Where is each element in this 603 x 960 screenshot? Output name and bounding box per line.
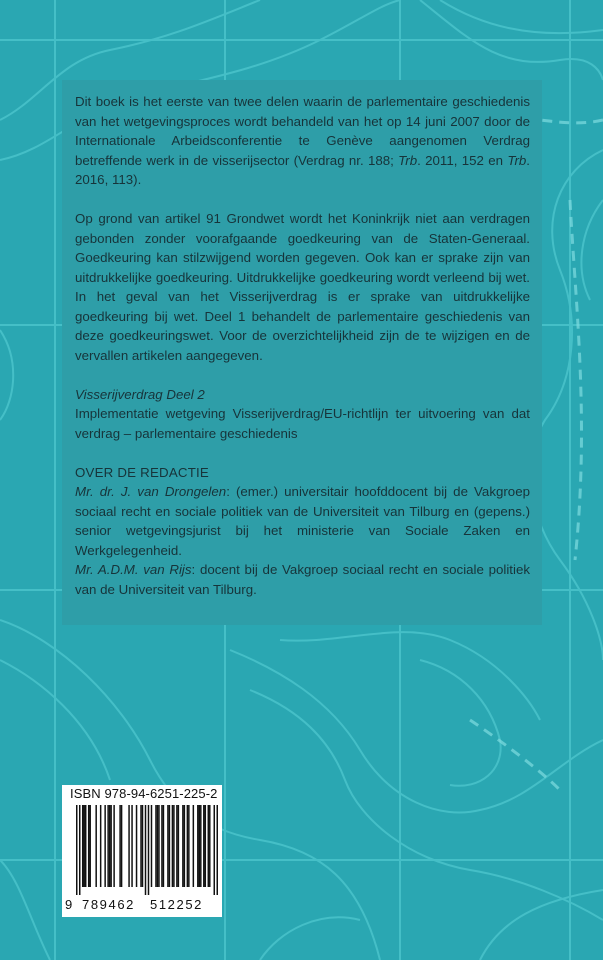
barcode-bar xyxy=(205,805,206,887)
barcode-bar xyxy=(85,805,86,887)
barcode-bar xyxy=(148,805,149,895)
related-description: Implementatie wetgeving Visserijverdrag/EU-richtlijn ter uitvoering van dat verdrag – parlementaire geschiedenis xyxy=(75,406,530,441)
barcode-bar xyxy=(76,805,77,895)
barcode-bar xyxy=(182,805,183,887)
related-title-text: Visserijverdrag Deel 2 xyxy=(75,386,205,402)
barcode-bar xyxy=(82,805,83,887)
barcode-bar xyxy=(142,805,143,887)
barcode-bar xyxy=(214,805,215,895)
intro-text-3: . 2016, 113). xyxy=(75,152,530,187)
editors-heading: OVER DE REDACTIE xyxy=(75,464,209,480)
barcode-bar xyxy=(173,805,174,887)
barcode-bar xyxy=(88,805,89,887)
barcode-bar xyxy=(100,805,101,887)
barcode-bar xyxy=(89,805,90,887)
related-title xyxy=(75,385,530,405)
barcode-bar xyxy=(217,805,218,895)
barcode-bar xyxy=(208,805,209,887)
barcode-bar xyxy=(136,805,137,887)
barcode-bar xyxy=(169,805,170,887)
barcode-bar xyxy=(157,805,158,887)
barcode-bar xyxy=(119,805,120,887)
barcode-bar xyxy=(109,805,110,887)
barcode-bar xyxy=(145,805,146,895)
barcode-bar xyxy=(200,805,201,887)
barcode-bar xyxy=(187,805,188,887)
barcode-bar xyxy=(161,805,162,887)
barcode-bar xyxy=(155,805,156,887)
barcode-bar xyxy=(197,805,198,887)
barcode-bar xyxy=(83,805,84,887)
editor-2-bio: : docent bij de Vakgroep sociaal recht en sociale politiek van de Universiteit van Tilburg. xyxy=(75,562,530,597)
barcode-bar xyxy=(131,805,132,887)
editor-1-bio: : (emer.) universitair hoofddocent bij de Vakgroep sociaal recht en sociale politiek van de Universiteit van Tilburg en (gepens.) senior wetgevingsjurist bij het ministerie van Sociale Zaken en Werkgelegenheid. xyxy=(75,484,530,558)
intro-trb-1: Trb xyxy=(398,152,418,168)
isbn-label: ISBN 978-94-6251-225-2 xyxy=(70,786,218,801)
barcode-bar xyxy=(79,805,80,895)
barcode-bar xyxy=(193,805,194,887)
barcode-bar xyxy=(140,805,141,887)
barcode-bar xyxy=(121,805,122,887)
barcode-bar xyxy=(163,805,164,887)
barcode-bar xyxy=(176,805,177,887)
ean-first-digit: 9 xyxy=(65,897,73,912)
barcode-bar xyxy=(151,805,152,887)
isbn-barcode xyxy=(62,785,222,917)
editor-1 xyxy=(75,482,530,560)
barcode-bar xyxy=(188,805,189,887)
barcode-bar xyxy=(209,805,210,887)
barcode-bar xyxy=(184,805,185,887)
editor-2 xyxy=(75,560,530,599)
barcode-bar xyxy=(113,805,114,887)
intro-paragraph xyxy=(75,92,530,190)
body-paragraph: Op grond van artikel 91 Grondwet wordt het Koninkrijk niet aan verdragen gebonden zonder voorafgaande goedkeuring van de Staten-Generaal. Goedkeuring kan stilzwijgend worden gegeven. Ook kan er sprake zijn van uitdrukkelijke goedkeuring. Uitdrukkelijke goedkeuring wordt verleend bij wet. In het geval van het Visserijverdrag is er sprake van uitdrukkelijke goedkeuring bij wet. Deel 1 behandelt de parlementaire geschiedenis van deze goedkeuringswet. Voor de overzichtelijkheid zijn de te wijzigen en de vervallen artikelen aangegeven. xyxy=(75,211,530,363)
barcode-bar xyxy=(128,805,129,887)
back-cover-text xyxy=(75,92,530,599)
ean-left-group: 789462 xyxy=(82,897,135,912)
barcode-bar xyxy=(199,805,200,887)
intro-text-1: Dit boek is het eerste van twee delen waarin de parlementaire geschiedenis van het wetgevingsproces wordt behandeld van het op 14 juni 2007 door de Internationale Arbeidsconferentie te Genève aangenomen Verdrag betreffende werk in de visserijsector (Verdrag nr. 188; xyxy=(75,94,530,168)
barcode-bar xyxy=(158,805,159,887)
barcode-bar xyxy=(107,805,108,887)
ean-right-group: 512252 xyxy=(150,897,203,912)
barcode-bars xyxy=(76,805,218,895)
editor-1-name: Mr. dr. J. van Drongelen xyxy=(75,484,227,499)
barcode-bar xyxy=(110,805,111,887)
editor-2-name: Mr. A.D.M. van Rijs xyxy=(75,562,192,577)
barcode-bar xyxy=(95,805,96,887)
intro-text-2: . 2011, 152 en xyxy=(417,152,508,168)
intro-trb-2: Trb xyxy=(507,152,527,168)
barcode-bar xyxy=(172,805,173,887)
barcode-bar xyxy=(178,805,179,887)
barcode-bar xyxy=(104,805,105,887)
barcode-bar xyxy=(203,805,204,887)
barcode-bar xyxy=(167,805,168,887)
